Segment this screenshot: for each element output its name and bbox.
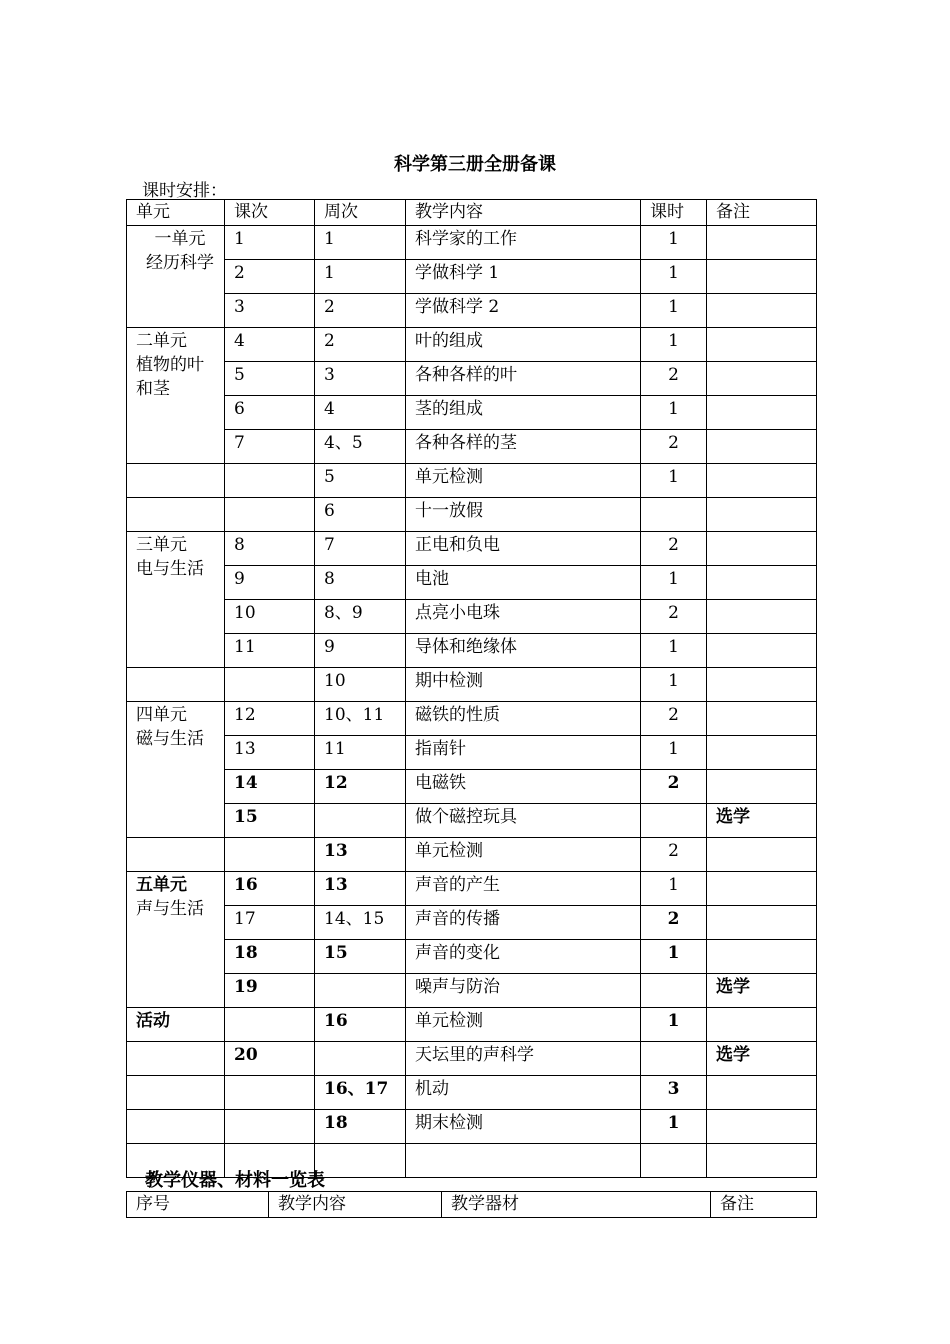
content-cell: 各种各样的叶 — [406, 362, 641, 396]
unit-cell — [127, 464, 225, 498]
hours-cell: 1 — [641, 566, 707, 600]
header-cell: 备注 — [711, 1192, 817, 1218]
week-cell — [315, 974, 406, 1008]
lesson-cell: 4 — [225, 328, 315, 362]
note-cell — [707, 1008, 817, 1042]
note-cell — [707, 260, 817, 294]
table-row — [127, 430, 817, 464]
unit-cell — [127, 226, 225, 328]
hours-cell: 1 — [641, 736, 707, 770]
lesson-cell: 16 — [225, 872, 315, 906]
header-cell: 教学内容 — [269, 1192, 442, 1218]
table-row — [127, 1110, 817, 1144]
hours-cell: 1 — [641, 668, 707, 702]
table-row — [127, 702, 817, 736]
hours-cell: 2 — [641, 362, 707, 396]
content-cell: 声音的传播 — [406, 906, 641, 940]
table-row — [127, 328, 817, 362]
lesson-cell: 5 — [225, 362, 315, 396]
lesson-cell: 1 — [225, 226, 315, 260]
hours-cell: 1 — [641, 260, 707, 294]
table-row — [127, 1042, 817, 1076]
hours-cell: 2 — [641, 532, 707, 566]
lesson-cell: 8 — [225, 532, 315, 566]
hours-cell: 2 — [641, 838, 707, 872]
table-row — [127, 770, 817, 804]
lesson-cell: 20 — [225, 1042, 315, 1076]
header-cell: 教学器材 — [442, 1192, 711, 1218]
unit-cell — [127, 1042, 225, 1076]
content-cell: 单元检测 — [406, 464, 641, 498]
lesson-cell: 11 — [225, 634, 315, 668]
week-cell: 7 — [315, 532, 406, 566]
unit-cell — [127, 532, 225, 668]
week-cell: 16 — [315, 1008, 406, 1042]
week-cell: 5 — [315, 464, 406, 498]
week-cell: 6 — [315, 498, 406, 532]
schedule-caption: 课时安排： — [142, 181, 227, 201]
content-cell: 期中检测 — [406, 668, 641, 702]
note-cell — [707, 872, 817, 906]
table-row — [127, 600, 817, 634]
content-cell: 磁铁的性质 — [406, 702, 641, 736]
week-cell: 4、5 — [315, 430, 406, 464]
unit-label: 声与生活 — [136, 899, 204, 919]
note-cell — [707, 566, 817, 600]
unit-label: 四单元 磁与生活 — [136, 705, 204, 749]
note-cell — [707, 634, 817, 668]
note-cell — [707, 906, 817, 940]
materials-title: 教学仪器、材料一览表 — [145, 1170, 325, 1191]
content-cell: 声音的变化 — [406, 940, 641, 974]
note-cell — [707, 498, 817, 532]
content-cell: 叶的组成 — [406, 328, 641, 362]
lesson-cell: 6 — [225, 396, 315, 430]
table-row — [127, 532, 817, 566]
hours-cell: 2 — [641, 770, 707, 804]
hours-cell: 1 — [641, 634, 707, 668]
content-cell: 噪声与防治 — [406, 974, 641, 1008]
lesson-cell — [225, 1076, 315, 1110]
lesson-cell: 9 — [225, 566, 315, 600]
empty-cell — [406, 1144, 641, 1178]
week-cell: 8 — [315, 566, 406, 600]
header-cell: 周次 — [315, 200, 406, 226]
week-cell: 10、11 — [315, 702, 406, 736]
lesson-cell: 19 — [225, 974, 315, 1008]
header-cell: 序号 — [127, 1192, 269, 1218]
content-cell: 单元检测 — [406, 1008, 641, 1042]
content-cell: 茎的组成 — [406, 396, 641, 430]
note-cell: 选学 — [707, 974, 817, 1008]
week-cell: 11 — [315, 736, 406, 770]
table-row — [127, 906, 817, 940]
note-cell — [707, 736, 817, 770]
unit-label: 三单元 电与生活 — [136, 535, 204, 579]
note-cell — [707, 1110, 817, 1144]
week-cell: 15 — [315, 940, 406, 974]
lesson-cell: 7 — [225, 430, 315, 464]
content-cell: 各种各样的茎 — [406, 430, 641, 464]
lesson-cell — [225, 498, 315, 532]
content-cell: 声音的产生 — [406, 872, 641, 906]
note-cell — [707, 430, 817, 464]
note-cell — [707, 770, 817, 804]
hours-cell — [641, 1042, 707, 1076]
hours-cell: 1 — [641, 294, 707, 328]
table-row — [127, 566, 817, 600]
hours-cell — [641, 498, 707, 532]
content-cell: 期末检测 — [406, 1110, 641, 1144]
unit-label: 二单元 植物的叶 和茎 — [136, 331, 204, 399]
table-row — [127, 974, 817, 1008]
lesson-cell: 13 — [225, 736, 315, 770]
hours-cell: 1 — [641, 872, 707, 906]
unit-label: 活动 — [136, 1011, 170, 1031]
hours-cell: 1 — [641, 1110, 707, 1144]
header-cell: 课次 — [225, 200, 315, 226]
note-cell: 选学 — [707, 804, 817, 838]
lesson-cell: 2 — [225, 260, 315, 294]
table-row — [127, 226, 817, 260]
lesson-cell: 10 — [225, 600, 315, 634]
table-row — [127, 940, 817, 974]
content-cell: 学做科学 1 — [406, 260, 641, 294]
week-cell: 4 — [315, 396, 406, 430]
week-cell: 16、17 — [315, 1076, 406, 1110]
week-cell: 3 — [315, 362, 406, 396]
unit-cell — [127, 872, 225, 1008]
note-cell — [707, 702, 817, 736]
hours-cell: 1 — [641, 328, 707, 362]
week-cell: 1 — [315, 260, 406, 294]
week-cell: 13 — [315, 838, 406, 872]
week-cell: 14、15 — [315, 906, 406, 940]
week-cell: 13 — [315, 872, 406, 906]
note-cell: 选学 — [707, 1042, 817, 1076]
note-cell — [707, 294, 817, 328]
page-title: 科学第三册全册备课 — [394, 154, 556, 175]
note-cell — [707, 226, 817, 260]
empty-cell — [641, 1144, 707, 1178]
table-row — [127, 294, 817, 328]
note-cell — [707, 532, 817, 566]
unit-cell — [127, 328, 225, 464]
empty-cell — [315, 1144, 406, 1178]
schedule-table — [126, 199, 817, 1178]
lesson-cell: 15 — [225, 804, 315, 838]
lesson-cell — [225, 1110, 315, 1144]
table-row — [127, 736, 817, 770]
header-cell: 备注 — [707, 200, 817, 226]
content-cell: 天坛里的声科学 — [406, 1042, 641, 1076]
unit-cell — [127, 1076, 225, 1110]
content-cell: 做个磁控玩具 — [406, 804, 641, 838]
hours-cell: 3 — [641, 1076, 707, 1110]
unit-cell — [127, 1008, 225, 1042]
note-cell — [707, 362, 817, 396]
materials-header-row — [127, 1192, 817, 1218]
hours-cell: 1 — [641, 226, 707, 260]
week-cell: 2 — [315, 294, 406, 328]
lesson-cell: 17 — [225, 906, 315, 940]
lesson-cell: 12 — [225, 702, 315, 736]
week-cell — [315, 804, 406, 838]
hours-cell: 2 — [641, 430, 707, 464]
lesson-cell — [225, 464, 315, 498]
hours-cell: 1 — [641, 1008, 707, 1042]
lesson-cell: 14 — [225, 770, 315, 804]
unit-label: 一单元 经历科学 — [146, 229, 214, 273]
note-cell — [707, 668, 817, 702]
table-row — [127, 804, 817, 838]
note-cell — [707, 1076, 817, 1110]
week-cell: 8、9 — [315, 600, 406, 634]
lesson-cell: 3 — [225, 294, 315, 328]
empty-cell — [707, 1144, 817, 1178]
content-cell: 科学家的工作 — [406, 226, 641, 260]
content-cell: 学做科学 2 — [406, 294, 641, 328]
unit-cell — [127, 1110, 225, 1144]
content-cell: 电磁铁 — [406, 770, 641, 804]
table-row — [127, 260, 817, 294]
header-cell: 课时 — [641, 200, 707, 226]
table-row — [127, 668, 817, 702]
note-cell — [707, 838, 817, 872]
note-cell — [707, 464, 817, 498]
lesson-cell — [225, 668, 315, 702]
week-cell: 18 — [315, 1110, 406, 1144]
lesson-cell: 18 — [225, 940, 315, 974]
hours-cell: 2 — [641, 600, 707, 634]
hours-cell: 1 — [641, 940, 707, 974]
schedule-header-row — [127, 200, 817, 226]
materials-table — [126, 1191, 817, 1218]
unit-title: 五单元 — [136, 875, 187, 895]
lesson-cell — [225, 838, 315, 872]
unit-cell — [127, 498, 225, 532]
header-cell: 单元 — [127, 200, 225, 226]
table-row — [127, 838, 817, 872]
hours-cell — [641, 974, 707, 1008]
content-cell: 机动 — [406, 1076, 641, 1110]
table-row — [127, 362, 817, 396]
table-row — [127, 1008, 817, 1042]
table-row — [127, 634, 817, 668]
hours-cell: 2 — [641, 702, 707, 736]
week-cell: 12 — [315, 770, 406, 804]
content-cell: 导体和绝缘体 — [406, 634, 641, 668]
hours-cell: 1 — [641, 396, 707, 430]
week-cell — [315, 1042, 406, 1076]
unit-cell — [127, 702, 225, 838]
week-cell: 10 — [315, 668, 406, 702]
week-cell: 2 — [315, 328, 406, 362]
hours-cell: 1 — [641, 464, 707, 498]
header-cell: 教学内容 — [406, 200, 641, 226]
table-row — [127, 872, 817, 906]
unit-cell — [127, 668, 225, 702]
hours-cell — [641, 804, 707, 838]
content-cell: 指南针 — [406, 736, 641, 770]
table-row — [127, 464, 817, 498]
unit-cell — [127, 838, 225, 872]
table-row — [127, 498, 817, 532]
table-row — [127, 1076, 817, 1110]
week-cell: 9 — [315, 634, 406, 668]
note-cell — [707, 600, 817, 634]
table-row — [127, 396, 817, 430]
content-cell: 十一放假 — [406, 498, 641, 532]
content-cell: 单元检测 — [406, 838, 641, 872]
hours-cell: 2 — [641, 906, 707, 940]
week-cell: 1 — [315, 226, 406, 260]
note-cell — [707, 940, 817, 974]
content-cell: 正电和负电 — [406, 532, 641, 566]
note-cell — [707, 328, 817, 362]
lesson-cell — [225, 1008, 315, 1042]
note-cell — [707, 396, 817, 430]
content-cell: 电池 — [406, 566, 641, 600]
content-cell: 点亮小电珠 — [406, 600, 641, 634]
